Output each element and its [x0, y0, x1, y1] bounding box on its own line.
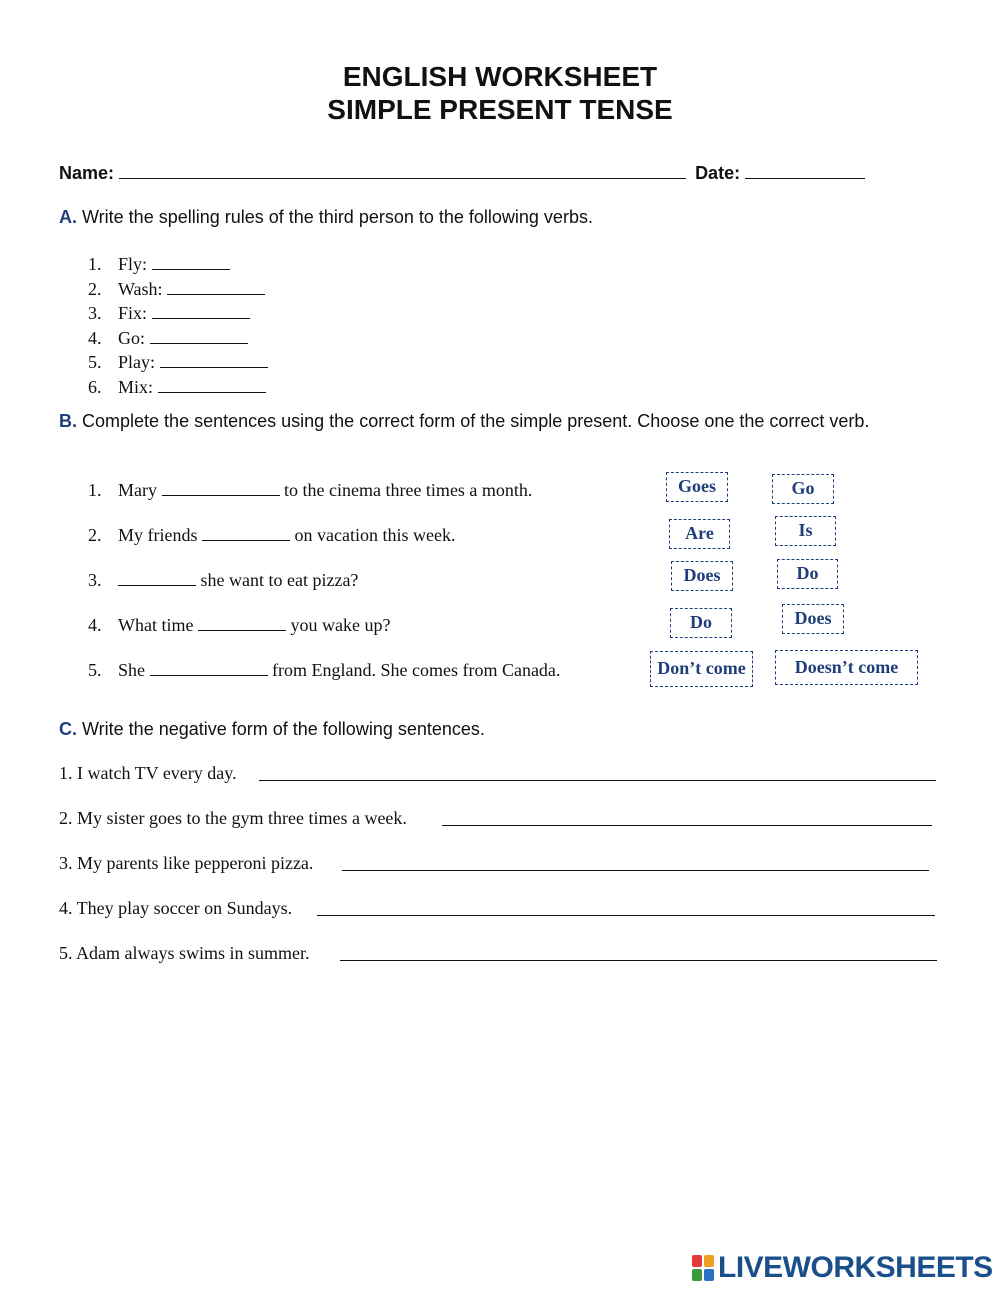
section-b-letter: B. [59, 411, 77, 431]
list-item: 5. Play: [88, 349, 268, 374]
option-does[interactable]: Does [782, 604, 844, 634]
option-is[interactable]: Is [775, 516, 836, 546]
logo-block-blue [704, 1269, 714, 1281]
worksheet-subtitle: SIMPLE PRESENT TENSE [327, 94, 673, 125]
answer-blank[interactable] [198, 612, 286, 631]
section-b-row: 2. My friends on vacation this week. [88, 522, 455, 546]
option-goes[interactable]: Goes [666, 472, 728, 502]
section-b-row: 5. She from England. She comes from Canada. [88, 657, 560, 681]
answer-blank[interactable] [162, 477, 280, 496]
section-a-instruction [59, 206, 939, 228]
answer-line[interactable] [340, 960, 937, 961]
section-c-row: 2. My sister goes to the gym three times a week. [59, 808, 939, 829]
list-item: 1. Fly: [88, 251, 268, 276]
answer-line[interactable] [259, 780, 936, 781]
answer-blank[interactable] [167, 276, 265, 295]
worksheet-title: ENGLISH WORKSHEET [342, 61, 658, 92]
answer-blank[interactable] [150, 325, 248, 344]
list-item: 2. Wash: [88, 276, 268, 301]
answer-blank[interactable] [202, 522, 290, 541]
list-item: 6. Mix: [88, 374, 268, 399]
option-does[interactable]: Does [671, 561, 733, 591]
section-c-row: 5. Adam always swims in summer. [59, 943, 939, 964]
list-item: 3. Fix: [88, 300, 268, 325]
date-field[interactable] [745, 160, 865, 179]
list-item: 4. Go: [88, 325, 268, 350]
section-c-row: 4. They play soccer on Sundays. [59, 898, 939, 919]
logo-text: LIVEWORKSHEETS [718, 1251, 993, 1284]
option-do[interactable]: Do [670, 608, 732, 638]
section-c-letter: C. [59, 719, 77, 739]
answer-blank[interactable] [152, 300, 250, 319]
section-b-instruction [59, 410, 939, 432]
section-b-row: 3. she want to eat pizza? [88, 567, 358, 591]
section-b-row: 1. Mary to the cinema three times a month. [88, 477, 532, 501]
section-c-row: 3. My parents like pepperoni pizza. [59, 853, 939, 874]
section-c-text: Write the negative form of the following sentences. [82, 719, 485, 739]
name-label: Name: [59, 163, 115, 183]
date-label: Date: [695, 163, 741, 183]
section-c-row: 1. I watch TV every day. [59, 763, 939, 784]
answer-line[interactable] [317, 915, 935, 916]
answer-blank[interactable] [150, 657, 268, 676]
section-a-list [88, 251, 268, 399]
option-do[interactable]: Do [777, 559, 838, 589]
logo-block-green [692, 1269, 702, 1281]
section-b-row: 4. What time you wake up? [88, 612, 390, 636]
answer-blank[interactable] [118, 567, 196, 586]
option-doesnt-come[interactable]: Doesn’t come [775, 650, 918, 685]
logo-block-orange [704, 1255, 714, 1267]
answer-blank[interactable] [152, 251, 230, 270]
answer-line[interactable] [442, 825, 932, 826]
logo-block-red [692, 1255, 702, 1267]
liveworksheets-logo [692, 1253, 993, 1283]
section-c-instruction [59, 718, 939, 740]
option-are[interactable]: Are [669, 519, 730, 549]
logo-icon [692, 1255, 714, 1281]
answer-blank[interactable] [158, 374, 266, 393]
section-a-letter: A. [59, 207, 77, 227]
answer-blank[interactable] [160, 349, 268, 368]
option-go[interactable]: Go [772, 474, 834, 504]
section-a-text: Write the spelling rules of the third person to the following verbs. [82, 207, 593, 227]
option-dont-come[interactable]: Don’t come [650, 651, 753, 687]
section-b-text: Complete the sentences using the correct form of the simple present. Choose one the correct verb. [82, 411, 870, 431]
answer-line[interactable] [342, 870, 929, 871]
name-date-row [59, 160, 865, 184]
name-field[interactable] [119, 160, 686, 179]
